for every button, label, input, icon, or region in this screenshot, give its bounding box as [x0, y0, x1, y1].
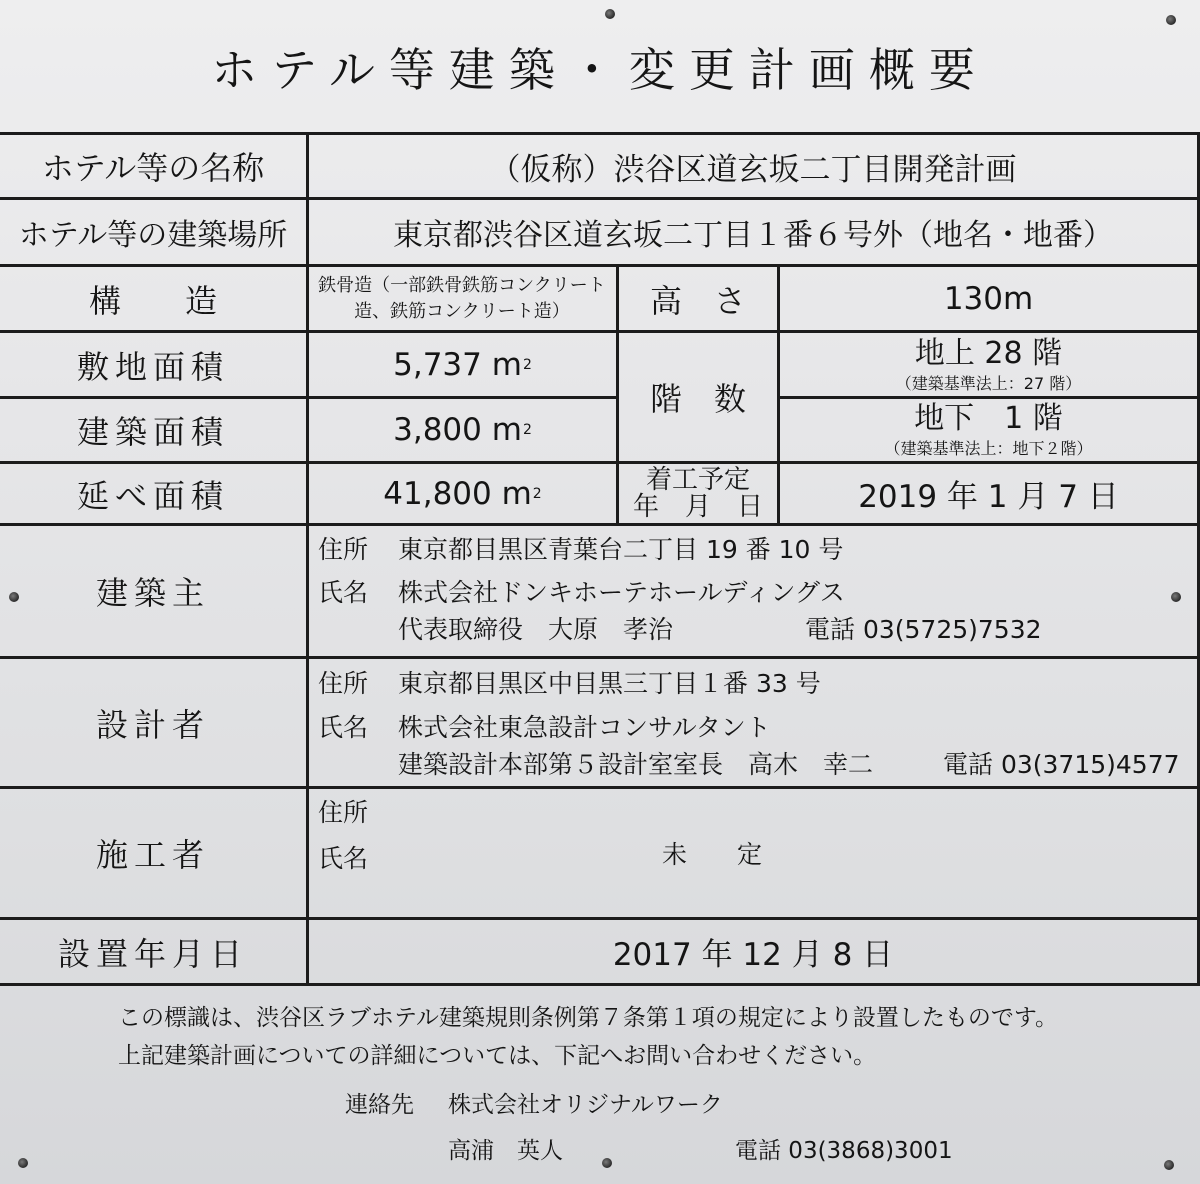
structure-label: 構 造 [88, 281, 217, 320]
contractor-name-label: 氏名 [318, 844, 369, 873]
contact-tel: 電話 03(3868)3001 [735, 1138, 953, 1164]
owner-addr-label: 住所 [318, 535, 369, 564]
owner-addr: 東京都目黒区青葉台二丁目 19 番 10 号 [398, 535, 844, 564]
structure-value: 鉄骨造（一部鉄骨鉄筋コンクリート造、鉄筋コンクリート造） [318, 274, 606, 322]
contact-company: 株式会社オリジナルワーク [448, 1092, 723, 1118]
footer-line1: この標識は、渋谷区ラブホテル建築規則条例第７条第１項の規定により設置したものです。 [118, 1005, 1059, 1031]
screw-icon [18, 1158, 28, 1168]
screw-icon [1166, 15, 1176, 25]
location-label: ホテル等の建築場所 [18, 218, 288, 253]
site-area-value [309, 333, 616, 396]
designer-name: 株式会社東急設計コンサルタント [398, 713, 771, 742]
owner-name-label: 氏名 [318, 578, 369, 607]
designer-tel: 電話 03(3715)4577 [943, 750, 1180, 779]
start-value: 2019 年 1 月 7 日 [858, 479, 1119, 515]
owner-tel: 電話 03(5725)7532 [805, 615, 1042, 644]
owner-label: 建築主 [95, 574, 210, 612]
footer-line2: 上記建築計画についての詳細については、下記へお問い合わせください。 [118, 1043, 877, 1069]
designer-addr: 東京都目黒区中目黒三丁目１番 33 号 [398, 669, 821, 698]
site-area-unit-sup: 2 [522, 356, 532, 373]
floors-label: 階 数 [649, 380, 746, 418]
floors-below [780, 399, 1197, 461]
floors-below-value: 地下 1 階 [914, 400, 1063, 436]
height-label: 高 さ [649, 281, 746, 320]
site-area-number: 5,737 m [393, 346, 522, 383]
start-label-line2: 年 月 日 [632, 491, 763, 522]
designer-label: 設計者 [95, 705, 210, 744]
contractor-addr-label: 住所 [318, 798, 369, 827]
floor-area-number: 41,800 m [383, 475, 532, 512]
screw-icon [602, 1158, 612, 1168]
designer-name-label: 氏名 [318, 713, 369, 742]
installed-label: 設置年月日 [57, 934, 248, 973]
screw-icon [1164, 1160, 1174, 1170]
name-value: （仮称）渋谷区道玄坂二丁目開発計画 [489, 151, 1017, 188]
designer-rep: 建築設計本部第５設計室室長 高木 幸二 [398, 750, 874, 779]
building-area-number: 3,800 m [393, 412, 522, 448]
floor-area-unit-sup: 2 [532, 485, 542, 502]
name-label: ホテル等の名称 [41, 149, 265, 187]
contractor-value: 未 定 [662, 840, 763, 869]
height-value: 130m [943, 280, 1034, 317]
contact-person: 高浦 英人 [448, 1138, 563, 1164]
floors-above-value: 地上 28 階 [914, 336, 1063, 371]
contact-label: 連絡先 [345, 1092, 414, 1118]
floors-above-note: （建築基準法上：27 階） [895, 374, 1082, 393]
floor-area-label: 延べ面積 [76, 476, 229, 515]
contractor-label: 施工者 [95, 836, 210, 874]
floor-area-value [309, 464, 616, 523]
divider [0, 983, 1200, 986]
floors-above [780, 335, 1197, 396]
building-area-label: 建築面積 [76, 413, 229, 451]
screw-icon [1171, 592, 1181, 602]
owner-name: 株式会社ドンキホーテホールディングス [398, 578, 845, 607]
start-label-line1: 着工予定 [645, 464, 750, 495]
location-value: 東京都渋谷区道玄坂二丁目１番６号外（地名・地番） [393, 218, 1113, 253]
start-label [619, 464, 777, 523]
designer-addr-label: 住所 [318, 669, 369, 698]
building-area-unit-sup: 2 [522, 422, 532, 438]
installed-value: 2017 年 12 月 8 日 [612, 937, 894, 973]
screw-icon [605, 9, 615, 19]
site-area-label: 敷地面積 [76, 347, 229, 386]
building-area-value [309, 399, 616, 461]
owner-rep: 代表取締役 大原 孝治 [398, 615, 674, 644]
floors-below-note: （建築基準法上：地下２階） [884, 438, 1093, 458]
page-title: ホテル等建築・変更計画概要 [211, 43, 989, 97]
